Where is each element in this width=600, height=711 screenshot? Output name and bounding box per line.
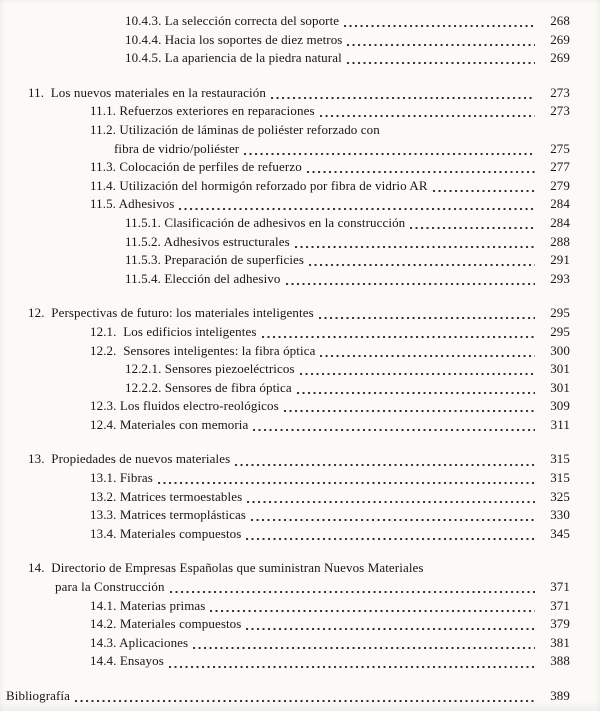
toc-list [6,12,570,706]
toc-row [6,597,570,616]
toc-page-number: 315 [550,470,570,486]
dot-leader [246,615,535,634]
dot-leader [251,506,535,525]
toc-row [6,559,570,578]
dot-leader [271,84,535,103]
toc-entry-text: para la Construcción [55,579,165,595]
dot-leader [169,652,535,671]
toc-group [6,12,570,68]
toc-page-number: 269 [550,31,570,47]
dot-leader [300,360,535,379]
toc-group [6,559,570,671]
toc-page-number: 389 [550,688,570,703]
toc-page-number: 301 [550,361,570,377]
toc-row [6,634,570,653]
toc-entry-text: Bibliografía [6,688,71,703]
toc-page-number: 268 [550,13,570,28]
toc-entry-text: 12.2. Sensores inteligentes: la fibra óptica [90,342,316,358]
toc-page-number: 269 [550,50,570,66]
dot-leader [244,140,535,159]
toc-page-number: 284 [550,214,570,230]
dot-leader [253,416,535,435]
toc-entry-text: 11.5.2. Adhesivos estructurales [125,233,290,249]
toc-row [6,177,570,196]
toc-group [6,687,570,706]
toc-entry-text: 11.1. Refuerzos exteriores en reparaciones [90,103,315,119]
toc-page-number: 330 [550,507,570,523]
toc-entry-text: 11.5.1. Clasificación de adhesivos en la construcción [125,214,406,230]
toc-row [6,687,570,706]
dot-leader [247,488,535,507]
toc-entry-text: 11.2. Utilización de láminas de poliéster reforzado con [90,121,380,137]
dot-leader [320,102,535,121]
toc-page-number: 293 [550,270,570,286]
dot-leader [75,687,535,706]
toc-entry-text: 14.1. Materias primas [90,597,206,613]
toc-row [6,469,570,488]
toc-row [6,652,570,671]
toc-page-number: 309 [550,398,570,414]
toc-entry-text: 10.4.3. La selección correcta del soporte [125,13,340,28]
toc-row [6,84,570,103]
dot-leader [158,469,535,488]
toc-row [6,416,570,435]
toc-page-number: 371 [550,579,570,595]
toc-row [6,525,570,544]
dot-leader [235,450,535,469]
toc-entry-text: 13.3. Matrices termoplásticas [90,507,246,523]
toc-page-number: 279 [550,177,570,193]
toc-page-number: 301 [550,379,570,395]
dot-leader [347,31,535,50]
toc-row [6,397,570,416]
toc-page-number: 315 [550,451,570,467]
toc-entry-text: 11.5. Adhesivos [90,196,175,212]
dot-leader [262,323,536,342]
dot-leader [179,195,535,214]
toc-page-number: 300 [550,342,570,358]
toc-entry-text: 14. Directorio de Empresas Españolas que suministran Nuevos Materiales [28,560,424,576]
toc-row [6,121,570,140]
toc-entry-text: 10.4.4. Hacia los soportes de diez metros [125,31,343,47]
dot-leader [347,49,535,68]
toc-entry-text: 11. Los nuevos materiales en la restauración [28,84,266,100]
toc-row [6,379,570,398]
toc-row [6,506,570,525]
toc-page-number: 273 [550,84,570,100]
toc-entry-text: 12.1. Los edificios inteligentes [90,323,257,339]
toc-page-number: 288 [550,233,570,249]
toc-entry-text: 10.4.5. La apariencia de la piedra natural [125,50,342,66]
toc-row [6,195,570,214]
dot-leader [193,634,535,653]
dot-leader [284,397,535,416]
toc-entry-text: 14.2. Materiales compuestos [90,616,242,632]
toc-row [6,251,570,270]
dot-leader [246,525,535,544]
toc-row [6,342,570,361]
toc-row [6,49,570,68]
dot-leader [295,233,535,252]
toc-entry-text: 14.4. Ensayos [90,653,164,669]
toc-row [6,360,570,379]
toc-page-number: 295 [550,305,570,321]
toc-group [6,84,570,289]
dot-leader [210,597,535,616]
toc-entry-text: 11.5.4. Elección del adhesivo [125,270,281,286]
toc-page-number: 345 [550,525,570,541]
dot-leader [320,342,535,361]
toc-entry-text: 13.1. Fibras [90,470,153,486]
toc-row [6,12,570,31]
dot-leader [170,578,535,597]
toc-page-number: 295 [550,323,570,339]
toc-page-number: 277 [550,159,570,175]
toc-page-number: 273 [550,103,570,119]
toc-page-number: 388 [550,653,570,669]
toc-row [6,31,570,50]
toc-row [6,488,570,507]
toc-entry-text: 12.2.1. Sensores piezoeléctricos [125,361,295,377]
toc-row [6,578,570,597]
toc-entry-text: 13.4. Materiales compuestos [90,525,242,541]
toc-entry-text: 13.2. Matrices termoestables [90,488,243,504]
toc-entry-text: 11.3. Colocación de perfiles de refuerzo [90,159,302,175]
dot-leader [410,214,535,233]
toc-page-number: 381 [550,634,570,650]
toc-group [6,450,570,543]
toc-page-number: 284 [550,196,570,212]
dot-leader [307,158,535,177]
toc-entry-text: 12.2.2. Sensores de fibra óptica [125,379,292,395]
toc-entry-text: 12.3. Los fluidos electro-reológicos [90,398,279,414]
toc-row [6,214,570,233]
toc-entry-text: 14.3. Aplicaciones [90,634,189,650]
toc-page-number: 325 [550,488,570,504]
toc-row [6,304,570,323]
toc-row [6,615,570,634]
toc-page-number: 311 [550,416,570,432]
toc-row [6,323,570,342]
toc-page-number: 371 [550,597,570,613]
toc-page-number: 379 [550,616,570,632]
dot-leader [297,379,535,398]
toc-page-number: 275 [550,140,570,156]
dot-leader [344,12,535,31]
dot-leader [433,177,535,196]
toc-entry-text: 12. Perspectivas de futuro: los materiales inteligentes [28,305,314,321]
toc-entry-text: 13. Propiedades de nuevos materiales [28,451,231,467]
toc-entry-text: fibra de vidrio/poliéster [114,140,240,156]
toc-entry-text: 12.4. Materiales con memoria [90,416,249,432]
toc-row [6,270,570,289]
toc-row [6,102,570,121]
toc-row [6,158,570,177]
dot-leader [286,270,536,289]
dot-leader [319,304,535,323]
toc-group [6,304,570,434]
toc-page-number: 291 [550,252,570,268]
toc-entry-text: 11.4. Utilización del hormigón reforzado por fibra de vidrio AR [90,177,428,193]
toc-entry-text: 11.5.3. Preparación de superficies [125,252,305,268]
toc-row [6,140,570,159]
toc-row [6,233,570,252]
toc-row [6,450,570,469]
dot-leader [309,251,535,270]
